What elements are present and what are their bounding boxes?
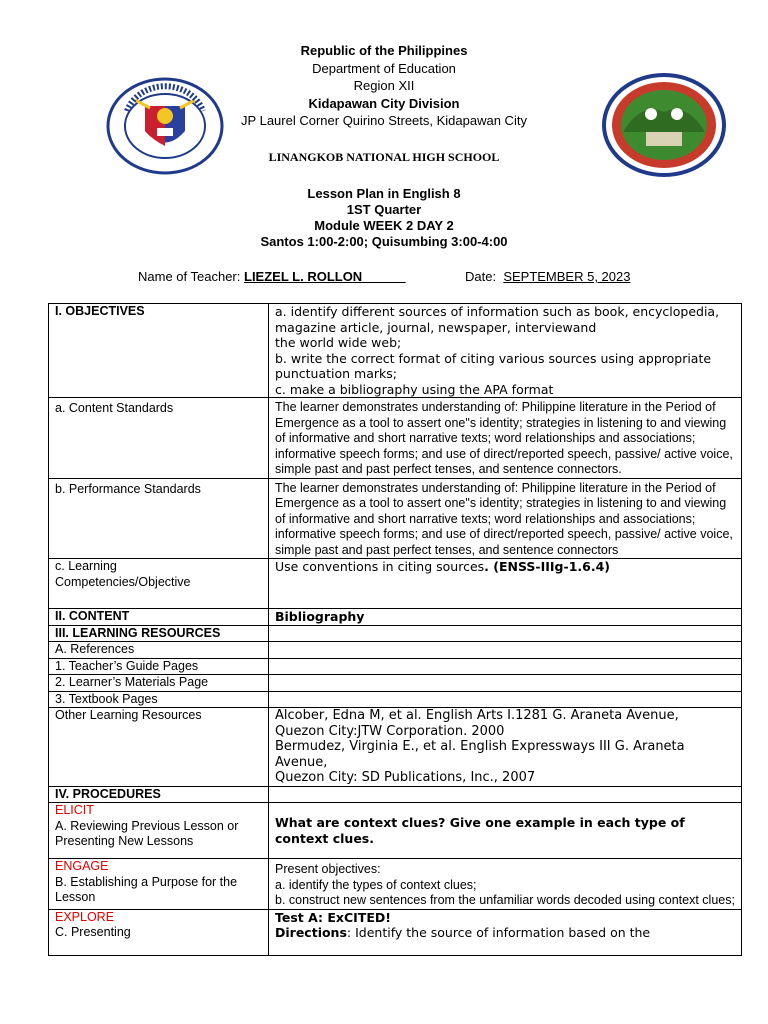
row-performance-standards — [49, 478, 742, 559]
row-learners-materials — [49, 675, 742, 692]
header-address: JP Laurel Corner Quirino Streets, Kidapawan City — [241, 113, 527, 128]
competencies-label: c. Learning Competencies/Objective — [49, 559, 269, 609]
objectives-label: I. OBJECTIVES — [49, 304, 269, 398]
explore-label-cell — [49, 909, 269, 955]
other-resources-cell: Alcober, Edna M, et al. English Arts I.1281 G. Araneta Avenue, Quezon City:JTW Corporation. 2000 Bermudez, Virginia E., et al. English Expressways III G. Araneta Avenue, Quezon City: SD Publications, Inc., 2007 — [269, 708, 742, 787]
objective-c: c. make a bibliography using the APA format — [275, 381, 554, 397]
teacher-line — [138, 269, 406, 284]
lesson-plan-table — [48, 303, 742, 956]
plan-title: Lesson Plan in English 8 — [307, 186, 461, 201]
date-label: Date: — [465, 269, 497, 284]
row-engage — [49, 859, 742, 910]
references-label: A. References — [49, 642, 269, 659]
row-references — [49, 642, 742, 659]
engage-cell: Present objectives: a. identify the types of context clues; b. construct new sentences from the unfamiliar words decoded using context clues; — [269, 859, 742, 910]
row-other-resources — [49, 708, 742, 787]
teachers-guide-label: 1. Teacher’s Guide Pages — [49, 658, 269, 675]
teacher-name: LIEZEL L. ROLLON______ — [244, 269, 406, 284]
plan-schedule: Santos 1:00-2:00; Quisumbing 3:00-4:00 — [260, 234, 508, 249]
row-teachers-guide — [49, 658, 742, 675]
teacher-label: Name of Teacher: — [138, 269, 241, 284]
row-objectives — [49, 304, 742, 398]
explore-sub: C. Presenting — [55, 925, 131, 939]
content-value: Bibliography — [269, 609, 742, 626]
engage-label: ENGAGE — [55, 859, 109, 873]
procedures-label: IV. PROCEDURES — [49, 786, 269, 803]
row-learning-resources — [49, 625, 742, 642]
performance-standards-text: The learner demonstrates understanding of: Philippine literature in the Period of Emergence as a tool to assert one"s identity; strategies in listening to and viewing of informative and short narrative texts; word relationships and associations; informative speech forms; and use of direct/reported speech, passive/ active voice, simple past and past perfect tenses, and sentence connectors — [269, 478, 742, 559]
date-line — [465, 269, 630, 284]
header-region: Region XII — [353, 78, 415, 93]
objective-a: a. identify different sources of information such as book, encyclopedia, magazine article, journal, newspaper, interviewand — [275, 304, 720, 335]
textbook-pages-label: 3. Textbook Pages — [49, 691, 269, 708]
elicit-label-cell — [49, 803, 269, 859]
row-elicit — [49, 803, 742, 859]
other-resources-label: Other Learning Resources — [49, 708, 269, 787]
engage-sub: B. Establishing a Purpose for the Lesson — [55, 874, 238, 904]
row-procedures — [49, 786, 742, 803]
content-standards-label: a. Content Standards — [49, 398, 269, 479]
header-republic: Republic of the Philippines — [300, 43, 468, 58]
performance-standards-label: b. Performance Standards — [49, 478, 269, 559]
objectives-cell — [269, 304, 742, 398]
explore-title: Test A: ExCITED! — [275, 909, 391, 925]
explore-label: EXPLORE — [55, 909, 115, 924]
header-division: Kidapawan City Division — [308, 95, 460, 111]
elicit-sub: A. Reviewing Previous Lesson or Presenting New Lessons — [55, 818, 239, 848]
competencies-text: Use conventions in citing sources. (ENSS-IIIg-1.6.4) — [269, 559, 742, 609]
row-explore — [49, 909, 742, 955]
date-value: SEPTEMBER 5, 2023 — [503, 269, 631, 284]
engage-label-cell — [49, 859, 269, 910]
elicit-label: ELICIT — [55, 803, 94, 817]
content-label: II. CONTENT — [49, 609, 269, 626]
learners-materials-label: 2. Learner’s Materials Page — [49, 675, 269, 692]
row-competencies — [49, 559, 742, 609]
plan-module: Module WEEK 2 DAY 2 — [314, 218, 454, 233]
plan-quarter: 1ST Quarter — [346, 202, 422, 217]
elicit-text: What are context clues? Give one example in each type of context clues. — [269, 803, 742, 859]
row-content — [49, 609, 742, 626]
school-name: LINANGKOB NATIONAL HIGH SCHOOL — [268, 150, 500, 164]
explore-directions: Directions: Identify the source of information based on the — [275, 925, 651, 940]
learning-resources-label: III. LEARNING RESOURCES — [49, 625, 269, 642]
row-content-standards — [49, 398, 742, 479]
objective-b: b. write the correct format of citing various sources using appropriate punctuation marks; — [275, 350, 712, 381]
objective-a-cont: the world wide web; — [275, 335, 402, 350]
explore-cell — [269, 909, 742, 955]
content-standards-text: The learner demonstrates understanding of: Philippine literature in the Period of Emergence as a tool to assert one"s identity; strategies in listening to and viewing of informative and short narrative texts; word relationships and associations; informative speech forms; and use of direct/reported speech, passive/ active voice, simple past and past perfect tenses, and sentence connectors. — [269, 398, 742, 479]
row-textbook-pages — [49, 691, 742, 708]
header-department: Department of Education — [312, 60, 456, 76]
